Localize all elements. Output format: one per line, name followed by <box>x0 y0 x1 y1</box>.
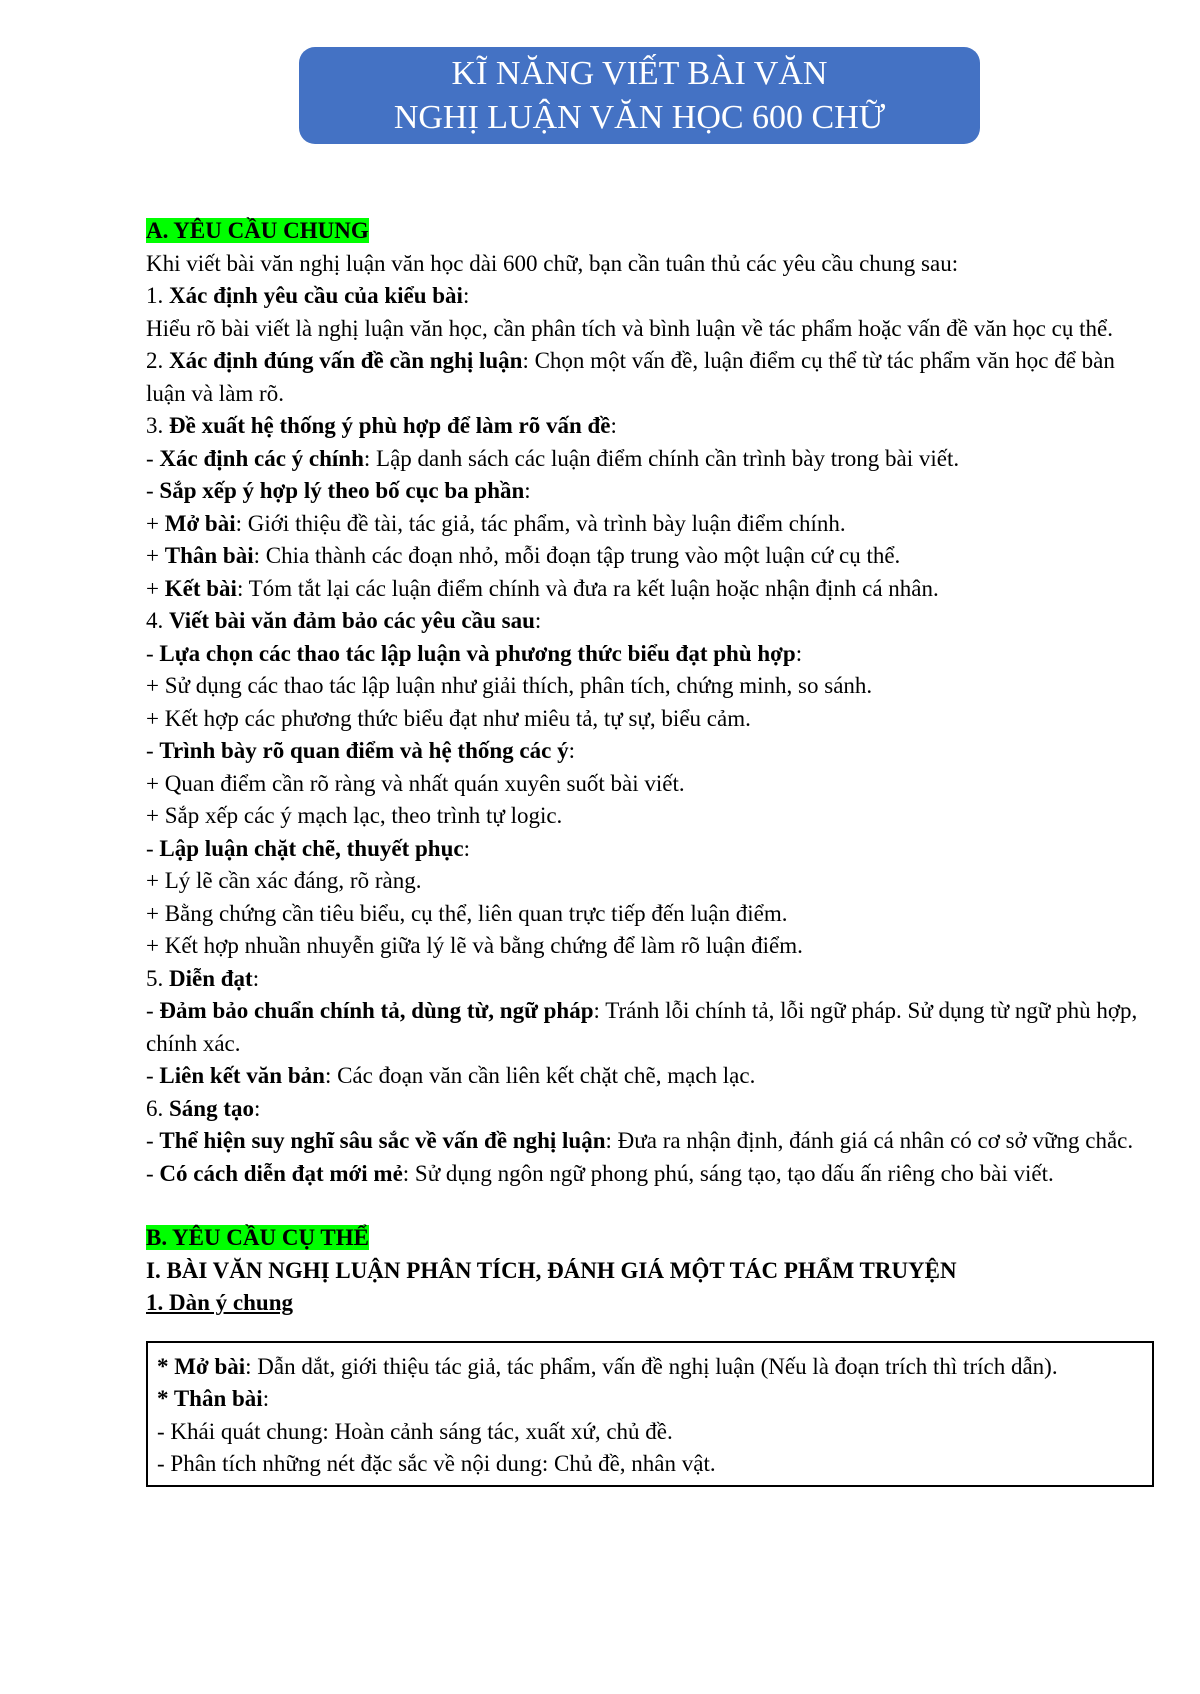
item-5b: - Liên kết văn bản: Các đoạn văn cần liên kết chặt chẽ, mạch lạc. <box>146 1063 756 1088</box>
item-6b: - Có cách diễn đạt mới mẻ: Sử dụng ngôn ngữ phong phú, sáng tạo, tạo dấu ấn riêng cho bài viết. <box>146 1160 1054 1186</box>
item-4a-2: + Kết hợp các phương thức biểu đạt như miêu tả, tự sự, biểu cảm. <box>146 705 751 731</box>
section-a-heading: A. YÊU CẦU CHUNG <box>146 218 369 243</box>
item-4b: - Trình bày rõ quan điểm và hệ thống các ý: <box>146 738 575 763</box>
item-4c-1: + Lý lẽ cần xác đáng, rõ ràng. <box>146 868 422 893</box>
item-3: 3. Đề xuất hệ thống ý phù hợp để làm rõ vấn đề: <box>146 413 617 438</box>
item-3b: - Sắp xếp ý hợp lý theo bố cục ba phần: <box>146 478 531 503</box>
box-than-bai: * Thân bài: <box>157 1386 270 1411</box>
document-body <box>146 215 1156 1487</box>
box-line-2: - Phân tích những nét đặc sắc về nội dung: Chủ đề, nhân vật. <box>157 1451 716 1476</box>
item-3b-mo-bai: + Mở bài: Giới thiệu đề tài, tác giả, tác phẩm, và trình bày luận điểm chính. <box>146 510 846 536</box>
box-line-1: - Khái quát chung: Hoàn cảnh sáng tác, xuất xứ, chủ đề. <box>157 1418 673 1444</box>
item-2: 2. Xác định đúng vấn đề cần nghị luận: Chọn một vấn đề, luận điểm cụ thể từ tác phẩm văn học để bàn luận và làm rõ. <box>146 348 1115 406</box>
item-3b-ket-bai: + Kết bài: Tóm tắt lại các luận điểm chính và đưa ra kết luận hoặc nhận định cá nhân. <box>146 575 939 601</box>
item-4c-2: + Bằng chứng cần tiêu biểu, cụ thể, liên quan trực tiếp đến luận điểm. <box>146 900 788 926</box>
box-spacer <box>146 1320 1156 1341</box>
item-5: 5. Diễn đạt: <box>146 965 260 991</box>
box-mo-bai: * Mở bài: Dẫn dắt, giới thiệu tác giả, tác phẩm, vấn đề nghị luận (Nếu là đoạn trích thì trích dẫn). <box>157 1353 1058 1379</box>
item-4b-1: + Quan điểm cần rõ ràng và nhất quán xuyên suốt bài viết. <box>146 770 685 796</box>
item-3b-than-bai: + Thân bài: Chia thành các đoạn nhỏ, mỗi đoạn tập trung vào một luận cứ cụ thể. <box>146 543 901 568</box>
section-a-intro: Khi viết bài văn nghị luận văn học dài 600 chữ, bạn cần tuân thủ các yêu cầu chung sau: <box>146 250 959 276</box>
item-4c: - Lập luận chặt chẽ, thuyết phục: <box>146 835 470 861</box>
item-3a: - Xác định các ý chính: Lập danh sách các luận điểm chính cần trình bày trong bài viết. <box>146 445 960 471</box>
document-title-banner <box>299 47 980 144</box>
item-1: 1. Xác định yêu cầu của kiểu bài: <box>146 283 470 308</box>
item-6a: - Thể hiện suy nghĩ sâu sắc về vấn đề nghị luận: Đưa ra nhận định, đánh giá cá nhân có cơ sở vững chắc. <box>146 1128 1134 1153</box>
outline-title: 1. Dàn ý chung <box>146 1290 293 1315</box>
section-b-subheading: I. BÀI VĂN NGHỊ LUẬN PHÂN TÍCH, ĐÁNH GIÁ MỘT TÁC PHẨM TRUYỆN <box>146 1257 957 1283</box>
item-1-description: Hiểu rõ bài viết là nghị luận văn học, cần phân tích và bình luận về tác phẩm hoặc vấn đề văn học cụ thể. <box>146 315 1113 341</box>
item-4a: - Lựa chọn các thao tác lập luận và phương thức biểu đạt phù hợp: <box>146 640 803 666</box>
item-5a: - Đảm bảo chuẩn chính tả, dùng từ, ngữ pháp: Tránh lỗi chính tả, lỗi ngữ pháp. Sử dụng từ ngữ phù hợp, chính xác. <box>146 998 1138 1056</box>
outline-box <box>146 1341 1154 1487</box>
title-line-1: KĨ NĂNG VIẾT BÀI VĂN <box>451 54 828 92</box>
item-4: 4. Viết bài văn đảm bảo các yêu cầu sau: <box>146 608 542 633</box>
item-6: 6. Sáng tạo: <box>146 1095 261 1121</box>
item-4c-3: + Kết hợp nhuần nhuyễn giữa lý lẽ và bằng chứng để làm rõ luận điểm. <box>146 933 803 958</box>
section-spacer <box>146 1190 1156 1222</box>
title-line-2: NGHỊ LUẬN VĂN HỌC 600 CHỮ <box>393 98 886 136</box>
section-b-heading: B. YÊU CẦU CỤ THỂ <box>146 1225 370 1250</box>
item-4b-2: + Sắp xếp các ý mạch lạc, theo trình tự logic. <box>146 803 563 828</box>
item-4a-1: + Sử dụng các thao tác lập luận như giải thích, phân tích, chứng minh, so sánh. <box>146 673 873 698</box>
